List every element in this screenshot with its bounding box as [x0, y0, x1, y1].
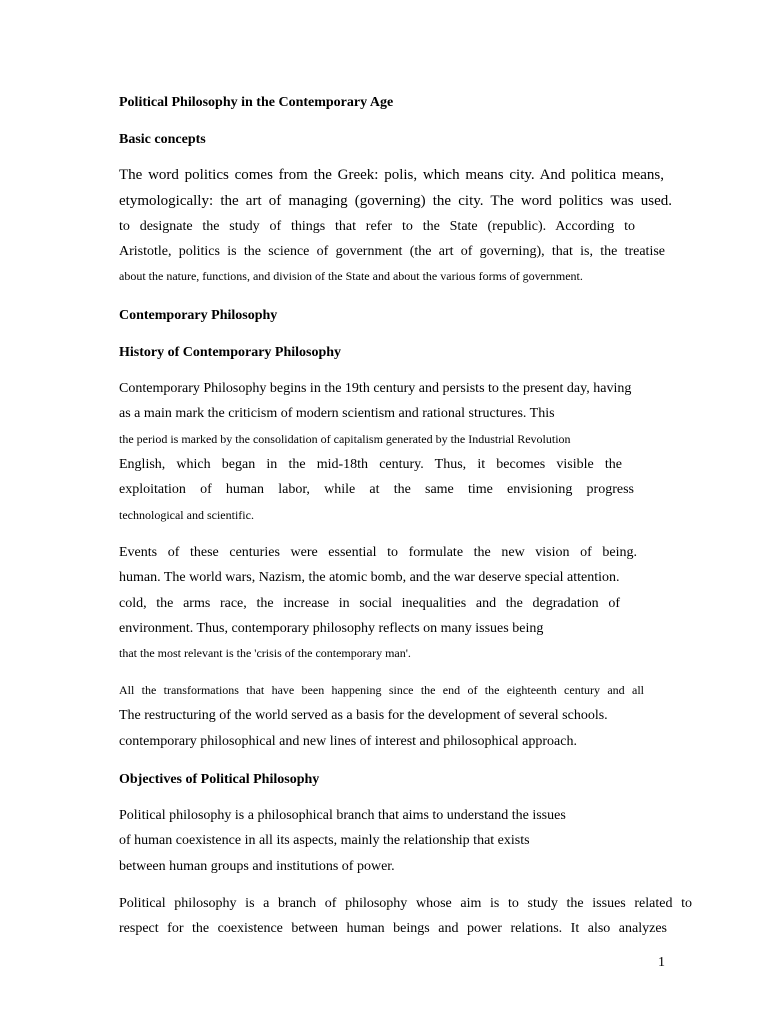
paragraph-line: etymologically: the art of managing (governing) the city. The word politics was used. [119, 193, 672, 209]
heading-history-contemporary-philosophy: History of Contemporary Philosophy [119, 345, 342, 360]
paragraph-line: Contemporary Philosophy begins in the 19th century and persists to the present day, having [119, 381, 632, 396]
paragraph-line: about the nature, functions, and division of the State and about the various forms of government. [119, 269, 583, 283]
paragraph-line: Aristotle, politics is the science of government (the art of governing), that is, the treatise [119, 244, 665, 259]
paragraph-line: Events of these centuries were essential to formulate the new vision of being. [119, 545, 637, 560]
paragraph-line: The word politics comes from the Greek: polis, which means city. And politica means, [119, 167, 664, 183]
paragraph-line: human. The world wars, Nazism, the atomic bomb, and the war deserve special attention. [119, 570, 620, 585]
heading-objectives: Objectives of Political Philosophy [119, 772, 320, 787]
paragraph-line: environment. Thus, contemporary philosophy reflects on many issues being [119, 621, 544, 636]
paragraph-line: exploitation of human labor, while at the same time envisioning progress [119, 482, 634, 497]
document-title: Political Philosophy in the Contemporary Age [119, 95, 394, 110]
paragraph-line: of human coexistence in all its aspects, mainly the relationship that exists [119, 833, 530, 848]
page-number: 1 [658, 955, 665, 970]
paragraph-line: to designate the study of things that refer to the State (republic). According to [119, 219, 635, 234]
paragraph-line: Political philosophy is a branch of philosophy whose aim is to study the issues related to [119, 896, 692, 911]
heading-contemporary-philosophy: Contemporary Philosophy [119, 308, 278, 323]
heading-basic-concepts: Basic concepts [119, 132, 206, 147]
paragraph-line: English, which began in the mid-18th century. Thus, it becomes visible the [119, 457, 622, 472]
paragraph-line: between human groups and institutions of power. [119, 859, 395, 874]
paragraph-line: Political philosophy is a philosophical branch that aims to understand the issues [119, 808, 566, 823]
paragraph-line: contemporary philosophical and new lines of interest and philosophical approach. [119, 734, 577, 749]
paragraph-line: cold, the arms race, the increase in social inequalities and the degradation of [119, 596, 620, 611]
paragraph-line: All the transformations that have been happening since the end of the eighteenth century and all [119, 683, 644, 697]
paragraph-line: The restructuring of the world served as a basis for the development of several schools. [119, 708, 608, 723]
paragraph-line: that the most relevant is the 'crisis of the contemporary man'. [119, 646, 411, 660]
paragraph-line: technological and scientific. [119, 508, 254, 522]
paragraph-line: as a main mark the criticism of modern scientism and rational structures. This [119, 406, 555, 421]
paragraph-line: the period is marked by the consolidation of capitalism generated by the Industrial Revolution [119, 432, 571, 446]
paragraph-line: respect for the coexistence between human beings and power relations. It also analyzes [119, 921, 667, 936]
